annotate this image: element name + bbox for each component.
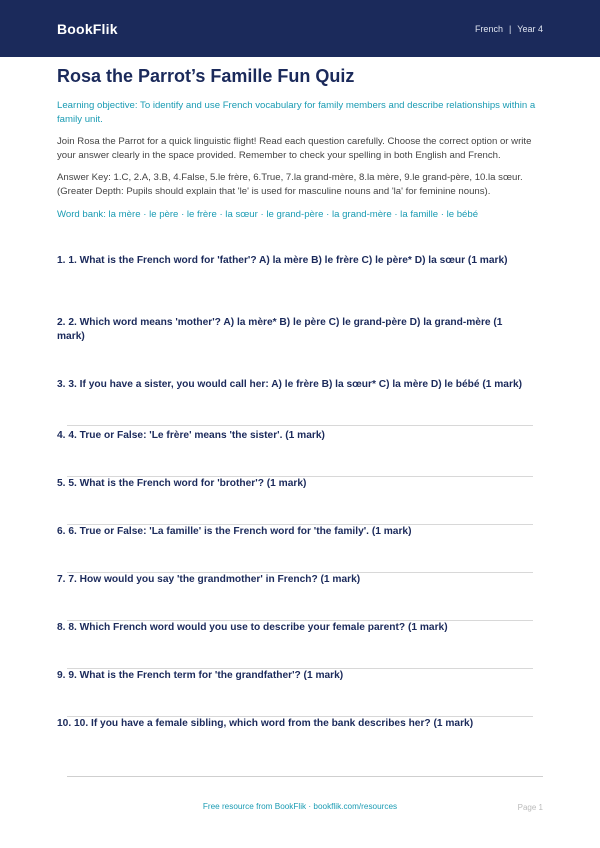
intro-section	[57, 64, 543, 221]
question-5: 5. 5. What is the French word for 'brother'? (1 mark)	[57, 478, 307, 489]
page-header	[0, 0, 600, 57]
footer-credit[interactable]: Free resource from BookFlik · bookflik.com/resources	[202, 802, 398, 811]
header-meta	[475, 24, 543, 34]
page-number: Page 1	[517, 803, 543, 812]
learning-objective: Learning objective: To identify and use French vocabulary for family members and describe relationships within a family unit.	[57, 100, 536, 125]
page-title: Rosa the Parrot’s Famille Fun Quiz	[57, 66, 355, 86]
question-1: 1. 1. What is the French word for 'father'? A) la mère B) le frère C) le père* D) la sœur (1 mark)	[57, 255, 508, 266]
year-label: Year 4	[517, 23, 543, 34]
question-list	[57, 254, 533, 737]
question-8: 8. 8. Which French word would you use to describe your female parent? (1 mark)	[57, 622, 448, 633]
footer-divider	[67, 776, 543, 777]
question-10: 10. 10. If you have a female sibling, which word from the bank describes her? (1 mark)	[57, 718, 474, 729]
question-2: 2. 2. Which word means 'mother'? A) la mère* B) le père C) le grand-père D) la grand-mère (1 mark)	[57, 317, 503, 342]
answer-key: Answer Key: 1.C, 2.A, 3.B, 4.False, 5.le frère, 6.True, 7.la grand-mère, 8.la mère, 9.le grand-père, 10.la sœur. (Greater Depth: Pupils should explain that 'le' is used for masculine nouns and 'la' for feminine nouns).	[57, 172, 523, 197]
subject-label: French	[474, 23, 503, 34]
header-separator: |	[508, 23, 512, 34]
question-9: 9. 9. What is the French term for 'the grandfather'? (1 mark)	[57, 670, 344, 681]
word-bank: Word bank: la mère · le père · le frère · la sœur · le grand-père · la grand-mère · la famille · le bébé	[57, 208, 479, 220]
question-4: 4. 4. True or False: 'Le frère' means 'the sister'. (1 mark)	[57, 430, 325, 441]
instructions: Join Rosa the Parrot for a quick linguistic flight! Read each question carefully. Choose the correct option or write your answer clearly in the space provided. Remember to check your spelling in both English and French.	[57, 136, 532, 161]
brand-logo: BookFlik	[57, 20, 118, 37]
question-6: 6. 6. True or False: 'La famille' is the French word for 'the family'. (1 mark)	[57, 526, 412, 537]
question-3: 3. 3. If you have a sister, you would call her: A) le frère B) la sœur* C) la mère D) le bébé (1 mark)	[57, 379, 522, 390]
question-7: 7. 7. How would you say 'the grandmother' in French? (1 mark)	[57, 574, 361, 585]
